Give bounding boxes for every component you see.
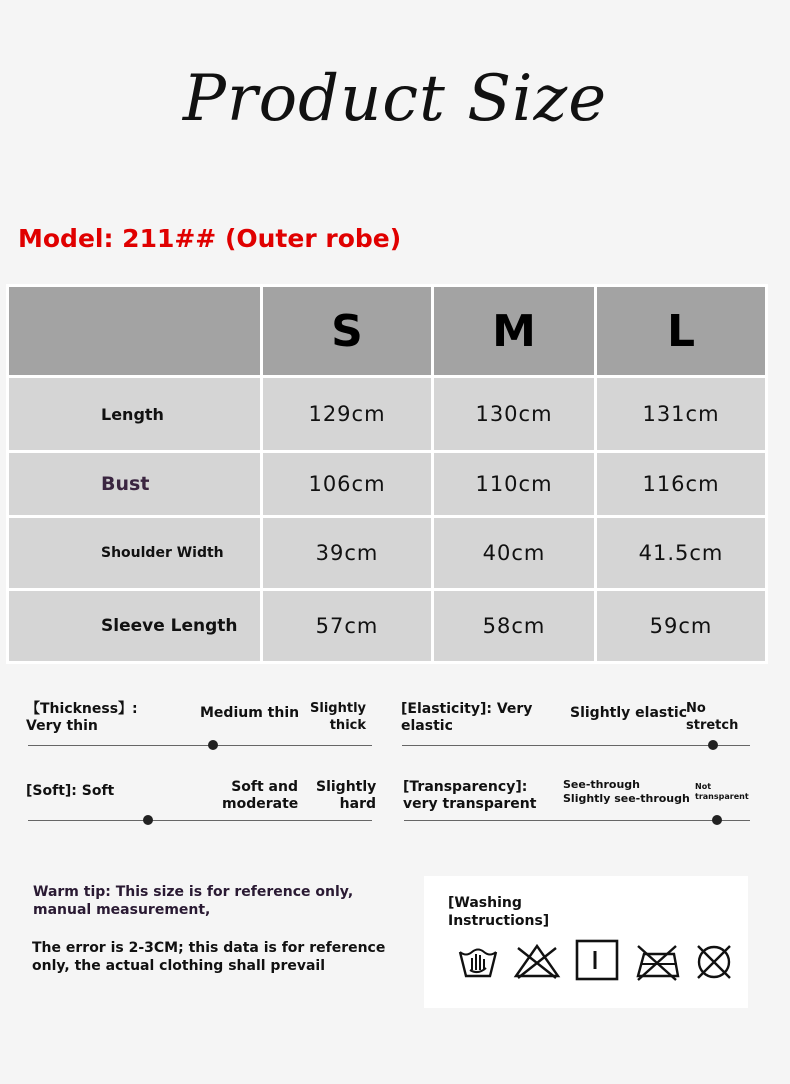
- washing-title-line-2: Instructions]: [448, 913, 550, 929]
- table-cell: 57cm: [263, 591, 431, 661]
- thickness-marker: [208, 740, 218, 750]
- transparency-mid-label-1: See-through: [563, 778, 641, 791]
- thickness-left-label: 【Thickness】: Very thin: [26, 701, 138, 734]
- row-label: [9, 378, 260, 450]
- bust-label: Bust: [101, 473, 150, 495]
- size-s-header: S: [263, 287, 431, 375]
- transparency-right-label-2: transparent: [695, 792, 749, 801]
- elasticity-marker: [708, 740, 718, 750]
- row-label: [9, 453, 260, 515]
- table-cell: 40cm: [434, 518, 594, 588]
- transparency-mid-label-2: Slightly see-through: [563, 792, 690, 805]
- warm-tip-line-1: Warm tip: This size is for reference only,: [33, 884, 354, 900]
- table-cell: 131cm: [597, 378, 765, 450]
- page-title: Product Size: [182, 62, 608, 136]
- table-row: [9, 453, 765, 515]
- model-label: Model: 211## (Outer robe): [18, 224, 402, 253]
- shoulder-width-label: Shoulder Width: [101, 545, 224, 561]
- transparency-scale-line: [404, 820, 750, 821]
- warm-tip-line-3: The error is 2-3CM; this data is for reference: [32, 940, 386, 956]
- warm-tip-line-2: manual measurement,: [33, 902, 211, 918]
- row-label: [9, 518, 260, 588]
- size-m-header: M: [434, 287, 594, 375]
- table-cell: 41.5cm: [597, 518, 765, 588]
- elasticity-mid-label: Slightly elastic: [570, 705, 688, 721]
- washing-instructions-panel: [424, 876, 748, 1008]
- table-header-row: [9, 287, 765, 375]
- tumble-dry-icon: [574, 938, 620, 982]
- table-cell: 58cm: [434, 591, 594, 661]
- soft-scale-line: [28, 820, 372, 821]
- table-row: [9, 378, 765, 450]
- header-blank-cell: [9, 287, 260, 375]
- transparency-left-label: [Transparency]: very transparent: [403, 779, 537, 812]
- table-cell: 129cm: [263, 378, 431, 450]
- table-row: [9, 591, 765, 661]
- sleeve-length-label: Sleeve Length: [101, 616, 238, 636]
- elasticity-scale-line: [402, 745, 750, 746]
- size-l-header: L: [597, 287, 765, 375]
- do-not-iron-icon: [630, 940, 682, 982]
- thickness-right-label: Slightly thick: [310, 701, 366, 733]
- table-cell: 106cm: [263, 453, 431, 515]
- transparency-marker: [712, 815, 722, 825]
- do-not-dry-clean-icon: [692, 940, 736, 982]
- table-cell: 39cm: [263, 518, 431, 588]
- washing-title-line-1: [Washing: [448, 895, 522, 911]
- soft-left-label: [Soft]: Soft: [26, 783, 115, 799]
- soft-right-label: Slightly hard: [316, 779, 377, 812]
- row-label: [9, 591, 260, 661]
- thickness-scale-line: [28, 745, 372, 746]
- warm-tip-line-4: only, the actual clothing shall prevail: [32, 958, 326, 974]
- soft-marker: [143, 815, 153, 825]
- table-cell: 130cm: [434, 378, 594, 450]
- soft-mid-label: Soft and moderate: [222, 779, 299, 812]
- length-label: Length: [101, 404, 164, 424]
- do-not-bleach-icon: [512, 940, 562, 982]
- thickness-mid-label: Medium thin: [200, 705, 300, 721]
- washing-title: [448, 894, 549, 930]
- table-cell: 110cm: [434, 453, 594, 515]
- table-cell: 116cm: [597, 453, 765, 515]
- transparency-right-label-1: Not: [695, 782, 712, 791]
- elasticity-right-label: No stretch: [686, 701, 739, 733]
- table-row: [9, 518, 765, 588]
- size-table: [6, 284, 768, 664]
- elasticity-left-label: [Elasticity]: Very elastic: [401, 701, 533, 734]
- hand-wash-icon: [456, 940, 500, 982]
- table-cell: 59cm: [597, 591, 765, 661]
